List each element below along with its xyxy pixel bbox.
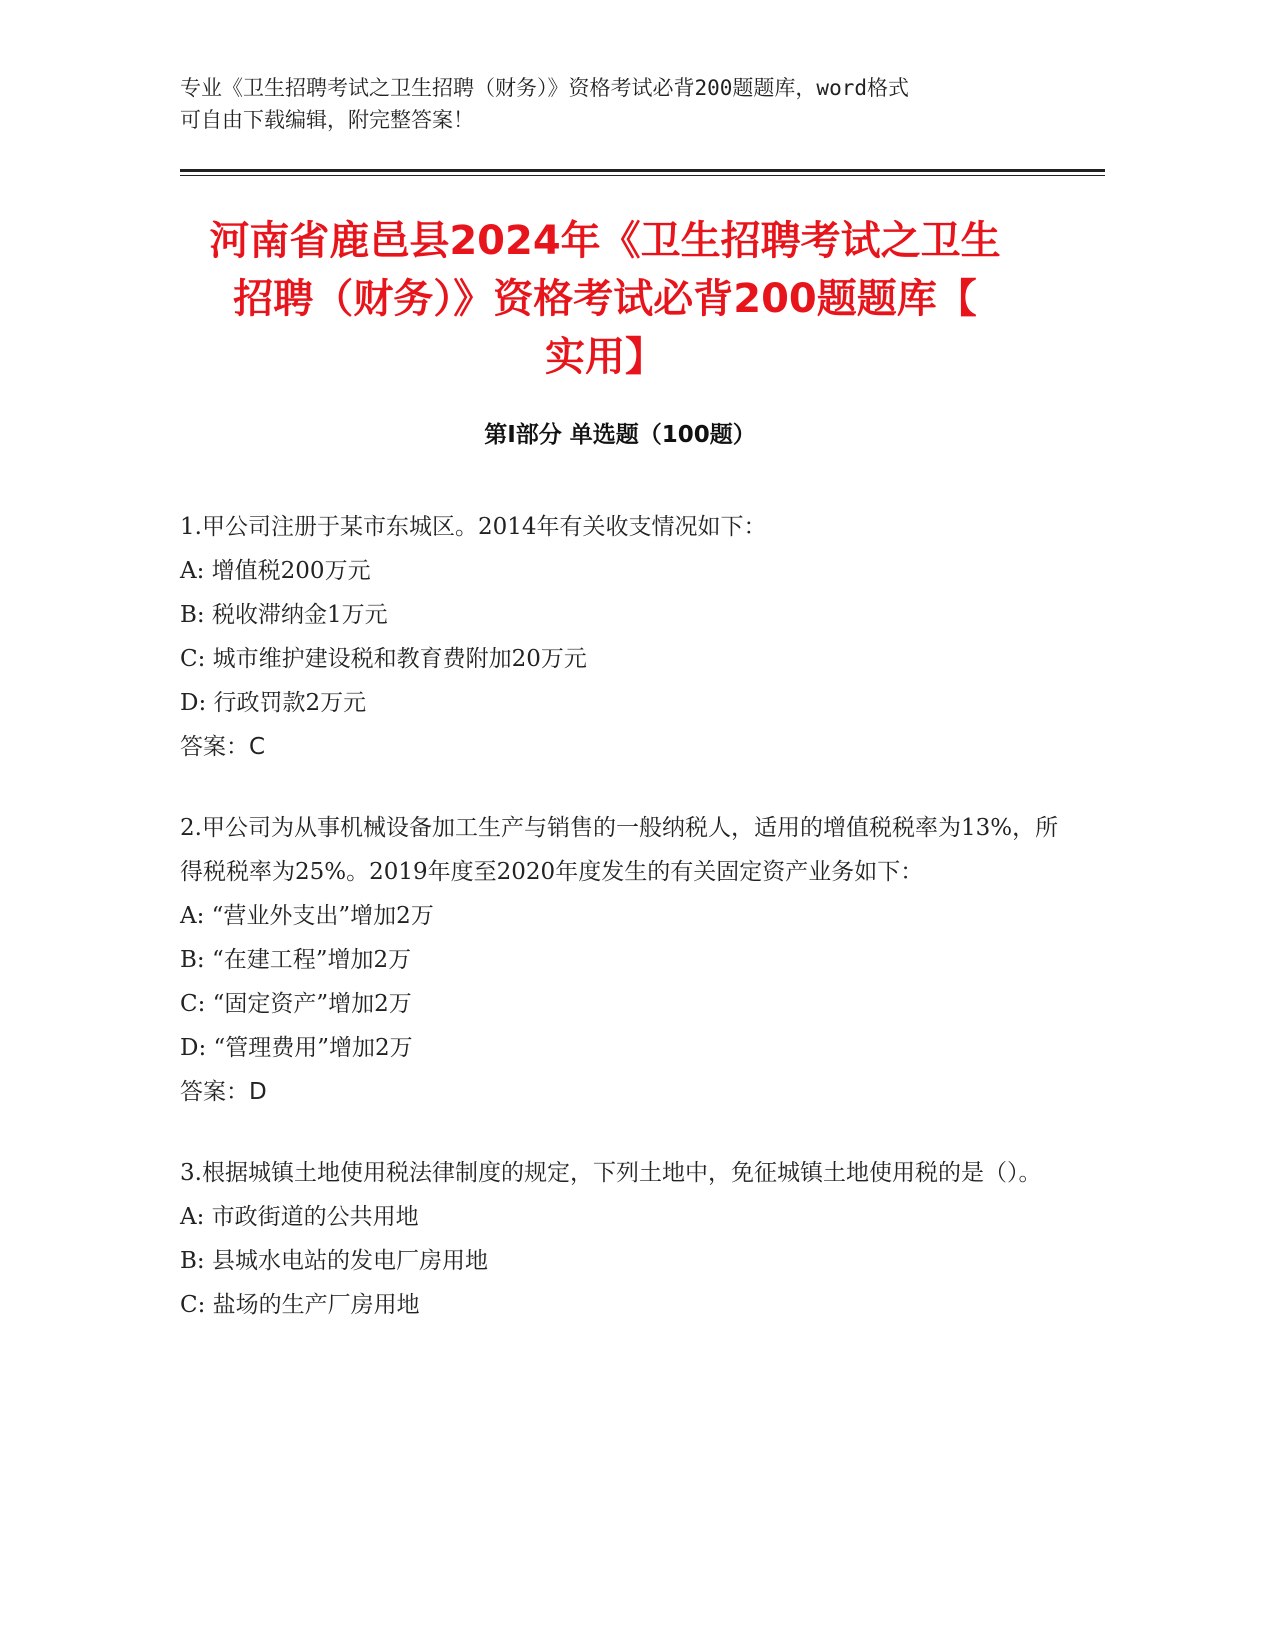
title-line-3: 实用】 (545, 334, 665, 380)
option-c: C: 城市维护建设税和教育费附加20万元 (180, 646, 587, 672)
question-stem: 1.甲公司注册于某市东城区。2014年有关收支情况如下： (180, 514, 767, 540)
option-b: B: 县城水电站的发电厂房用地 (180, 1248, 488, 1274)
question-1 (180, 505, 1060, 769)
question-list (180, 505, 1060, 1364)
intro-line-2: 可自由下载编辑，附完整答案！ (180, 108, 474, 132)
intro-line-1: 专业《卫生招聘考试之卫生招聘（财务）》资格考试必背200题题库，word格式 (180, 76, 909, 100)
header-rule-thin (180, 175, 1105, 176)
option-a: A: 增值税200万元 (180, 558, 371, 584)
question-stem: 3.根据城镇土地使用税法律制度的规定，下列土地中，免征城镇土地使用税的是（）。 (180, 1160, 1042, 1186)
option-a: A: 市政街道的公共用地 (180, 1204, 419, 1230)
title-line-2: 招聘（财务）》资格考试必背200题题库【 (233, 276, 977, 322)
title-line-1: 河南省鹿邑县2024年《卫生招聘考试之卫生 (209, 218, 1001, 264)
option-c: C: 盐场的生产厂房用地 (180, 1292, 420, 1318)
section-heading: 第Ⅰ部分 单选题（100题） (484, 422, 756, 448)
question-3 (180, 1151, 1060, 1327)
option-b: B: 税收滞纳金1万元 (180, 602, 388, 628)
option-a: A: “营业外支出”增加2万 (180, 903, 434, 929)
option-d: D: “管理费用”增加2万 (180, 1035, 413, 1061)
question-stem: 2.甲公司为从事机械设备加工生产与销售的一般纳税人，适用的增值税税率为13%，所得税税率为25%。2019年度至2020年度发生的有关固定资产业务如下： (180, 815, 1059, 885)
option-c: C: “固定资产”增加2万 (180, 991, 412, 1017)
answer: 答案：D (180, 1079, 267, 1105)
header-rule-thick (180, 169, 1105, 172)
answer: 答案：C (180, 734, 266, 760)
document-title (170, 212, 1040, 386)
question-2 (180, 806, 1060, 1114)
option-b: B: “在建工程”增加2万 (180, 947, 412, 973)
intro-text (180, 72, 1060, 136)
option-d: D: 行政罚款2万元 (180, 690, 367, 716)
